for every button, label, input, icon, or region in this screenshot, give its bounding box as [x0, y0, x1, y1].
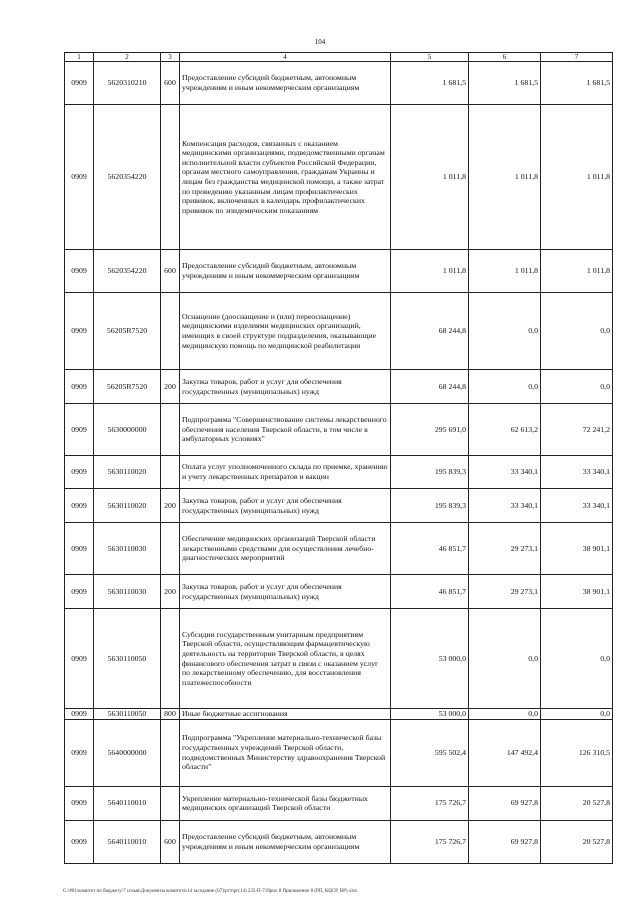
item-name-cell: Подпрограмма "Совершенствование системы лекарственного обеспечения населения Тверской области, в том числе в амбулаторных условиях": [180, 404, 391, 456]
amount-col5-cell: 46 851,7: [391, 575, 469, 609]
section-cell: 0909: [65, 709, 94, 720]
amount-col7-cell: 38 901,1: [541, 523, 613, 575]
section-cell: 0909: [65, 62, 94, 105]
expense-type-cell: 600: [161, 820, 180, 863]
column-header: 1: [65, 53, 94, 62]
amount-col5-cell: 46 851,7: [391, 523, 469, 575]
amount-col7-cell: 1 681,5: [541, 62, 613, 105]
item-name-cell: Обеспечение медицинских организаций Тверской области лекарственными средствами для осуществления лечебно-диагностических мероприятий: [180, 523, 391, 575]
amount-col7-cell: 33 340,1: [541, 489, 613, 523]
item-name-cell: Предоставление субсидий бюджетным, автономным учреждениям и иным некоммерческим организациям: [180, 250, 391, 293]
expense-type-cell: 200: [161, 489, 180, 523]
expense-type-cell: 800: [161, 709, 180, 720]
amount-col5-cell: 195 839,3: [391, 456, 469, 489]
table-row: [65, 456, 613, 489]
column-header: 5: [391, 53, 469, 62]
expense-type-cell: [161, 293, 180, 370]
table-row: [65, 370, 613, 404]
amount-col6-cell: 69 927,8: [469, 820, 541, 863]
item-name-cell: Оплата услуг уполномоченного склада по приемке, хранению и учету лекарственных препаратов и вакцин: [180, 456, 391, 489]
amount-col6-cell: 62 613,2: [469, 404, 541, 456]
target-code-cell: 5630110050: [94, 609, 161, 709]
item-name-cell: Подпрограмма "Укрепление материально-технической базы государственных учреждений Тверской области, подведомственных Министерству здравоохранения Тверской области": [180, 719, 391, 786]
expense-type-cell: [161, 786, 180, 820]
section-cell: 0909: [65, 820, 94, 863]
amount-col7-cell: 72 241,2: [541, 404, 613, 456]
section-cell: 0909: [65, 523, 94, 575]
expense-type-cell: [161, 456, 180, 489]
amount-col7-cell: 20 527,8: [541, 786, 613, 820]
column-header: 2: [94, 53, 161, 62]
target-code-cell: 5630000000: [94, 404, 161, 456]
section-cell: 0909: [65, 489, 94, 523]
table-row: [65, 609, 613, 709]
column-header: 3: [161, 53, 180, 62]
amount-col5-cell: 1 011,8: [391, 105, 469, 250]
target-code-cell: 5630110050: [94, 709, 161, 720]
table-row: [65, 489, 613, 523]
item-name-cell: Закупка товаров, работ и услуг для обеспечения государственных (муниципальных) нужд: [180, 575, 391, 609]
item-name-cell: Оснащение (дооснащение и (или) переоснащение) медицинскими изделиями медицинских организаций, имеющих в своей структуре подразделения, оказывающие медицинскую помощь по медицинской реабилитации: [180, 293, 391, 370]
amount-col5-cell: 175 726,7: [391, 820, 469, 863]
target-code-cell: 5640110010: [94, 820, 161, 863]
amount-col5-cell: 175 726,7: [391, 786, 469, 820]
amount-col6-cell: 1 011,8: [469, 105, 541, 250]
section-cell: 0909: [65, 609, 94, 709]
column-header: 4: [180, 53, 391, 62]
amount-col7-cell: 38 901,1: [541, 575, 613, 609]
amount-col5-cell: 53 000,0: [391, 709, 469, 720]
item-name-cell: Субсидии государственным унитарным предприятиям Тверской области, осуществляющим фармацевтическую деятельность на территории Тверской области, в целях финансового обеспечения затрат в связи с оказанием услуг по лекарственному обеспечению, для восстановления платежеспособности: [180, 609, 391, 709]
amount-col7-cell: 20 527,8: [541, 820, 613, 863]
amount-col6-cell: 0,0: [469, 609, 541, 709]
table-row: [65, 62, 613, 105]
section-cell: 0909: [65, 250, 94, 293]
table-row: [65, 523, 613, 575]
table-row: [65, 404, 613, 456]
item-name-cell: Иные бюджетные ассигнования: [180, 709, 391, 720]
expense-type-cell: 200: [161, 575, 180, 609]
section-cell: 0909: [65, 719, 94, 786]
section-cell: 0909: [65, 786, 94, 820]
amount-col7-cell: 1 011,8: [541, 250, 613, 293]
amount-col5-cell: 68 244,8: [391, 293, 469, 370]
amount-col6-cell: 33 340,1: [469, 489, 541, 523]
expense-type-cell: [161, 404, 180, 456]
table-row: [65, 575, 613, 609]
expense-type-cell: 600: [161, 250, 180, 293]
amount-col6-cell: 29 273,1: [469, 523, 541, 575]
amount-col6-cell: 29 273,1: [469, 575, 541, 609]
amount-col6-cell: 0,0: [469, 293, 541, 370]
amount-col7-cell: 0,0: [541, 370, 613, 404]
amount-col5-cell: 1 681,5: [391, 62, 469, 105]
column-header: 7: [541, 53, 613, 62]
section-cell: 0909: [65, 293, 94, 370]
target-code-cell: 5630110030: [94, 523, 161, 575]
table-row: [65, 786, 613, 820]
target-code-cell: 5630110020: [94, 489, 161, 523]
amount-col7-cell: 0,0: [541, 709, 613, 720]
table-row: [65, 709, 613, 720]
table-row: [65, 250, 613, 293]
column-header: 6: [469, 53, 541, 62]
item-name-cell: Укрепление материально-технической базы бюджетных медицинских организаций Тверской области: [180, 786, 391, 820]
amount-col6-cell: 1 011,8: [469, 250, 541, 293]
item-name-cell: Закупка товаров, работ и услуг для обеспечения государственных (муниципальных) нужд: [180, 370, 391, 404]
target-code-cell: 5630110030: [94, 575, 161, 609]
item-name-cell: Предоставление субсидий бюджетным, автономным учреждениям и иным некоммерческим организациям: [180, 820, 391, 863]
section-cell: 0909: [65, 404, 94, 456]
table-row: [65, 719, 613, 786]
expense-type-cell: [161, 609, 180, 709]
table-header-row: [65, 53, 613, 62]
expense-type-cell: 200: [161, 370, 180, 404]
amount-col5-cell: 195 839,3: [391, 489, 469, 523]
amount-col6-cell: 147 492,4: [469, 719, 541, 786]
amount-col7-cell: 0,0: [541, 609, 613, 709]
target-code-cell: 5640000000: [94, 719, 161, 786]
amount-col6-cell: 69 927,8: [469, 786, 541, 820]
target-code-cell: 5640110010: [94, 786, 161, 820]
amount-col7-cell: 33 340,1: [541, 456, 613, 489]
target-code-cell: 56205R7520: [94, 370, 161, 404]
section-cell: 0909: [65, 105, 94, 250]
page-number: 104: [314, 38, 326, 46]
target-code-cell: 5630110020: [94, 456, 161, 489]
budget-table: [64, 52, 613, 864]
amount-col6-cell: 0,0: [469, 370, 541, 404]
amount-col6-cell: 0,0: [469, 709, 541, 720]
amount-col6-cell: 1 681,5: [469, 62, 541, 105]
expense-type-cell: [161, 105, 180, 250]
target-code-cell: 5620310210: [94, 62, 161, 105]
expense-type-cell: [161, 523, 180, 575]
section-cell: 0909: [65, 370, 94, 404]
amount-col7-cell: 1 011,8: [541, 105, 613, 250]
item-name-cell: Предоставление субсидий бюджетным, автономным учреждениям и иным некоммерческим организациям: [180, 62, 391, 105]
table-row: [65, 293, 613, 370]
target-code-cell: 56205R7520: [94, 293, 161, 370]
target-code-cell: 5620354220: [94, 105, 161, 250]
item-name-cell: Закупка товаров, работ и услуг для обеспечения государственных (муниципальных) нужд: [180, 489, 391, 523]
amount-col5-cell: 595 502,4: [391, 719, 469, 786]
item-name-cell: Компенсация расходов, связанных с оказанием медицинскими организациями, подведомственными органам исполнительной власти субъектов Российской Федерации, органам местного самоуправления, гражданам Украины и лицам без гражданства медицинской помощи, а также затрат по проведению указанным лицам профилактических прививок, включенных в календарь профилактических прививок по эпидемическим показаниям: [180, 105, 391, 250]
section-cell: 0909: [65, 456, 94, 489]
amount-col5-cell: 68 244,8: [391, 370, 469, 404]
target-code-cell: 5620354220: [94, 250, 161, 293]
section-cell: 0909: [65, 575, 94, 609]
amount-col5-cell: 53 000,0: [391, 609, 469, 709]
table-row: [65, 820, 613, 863]
amount-col5-cell: 1 011,8: [391, 250, 469, 293]
amount-col7-cell: 126 310,5: [541, 719, 613, 786]
file-path-footer: G:\#01\комитет по бюджету\7 созыв\Документы комитета\14 заседание (07)\рг\прг(14) 235-П-7\Прил 8 Приложение 8 (РП, КЦСР, ВР).xlsx: [63, 889, 358, 894]
expense-type-cell: 600: [161, 62, 180, 105]
amount-col5-cell: 295 691,0: [391, 404, 469, 456]
table-row: [65, 105, 613, 250]
amount-col6-cell: 33 340,1: [469, 456, 541, 489]
expense-type-cell: [161, 719, 180, 786]
amount-col7-cell: 0,0: [541, 293, 613, 370]
